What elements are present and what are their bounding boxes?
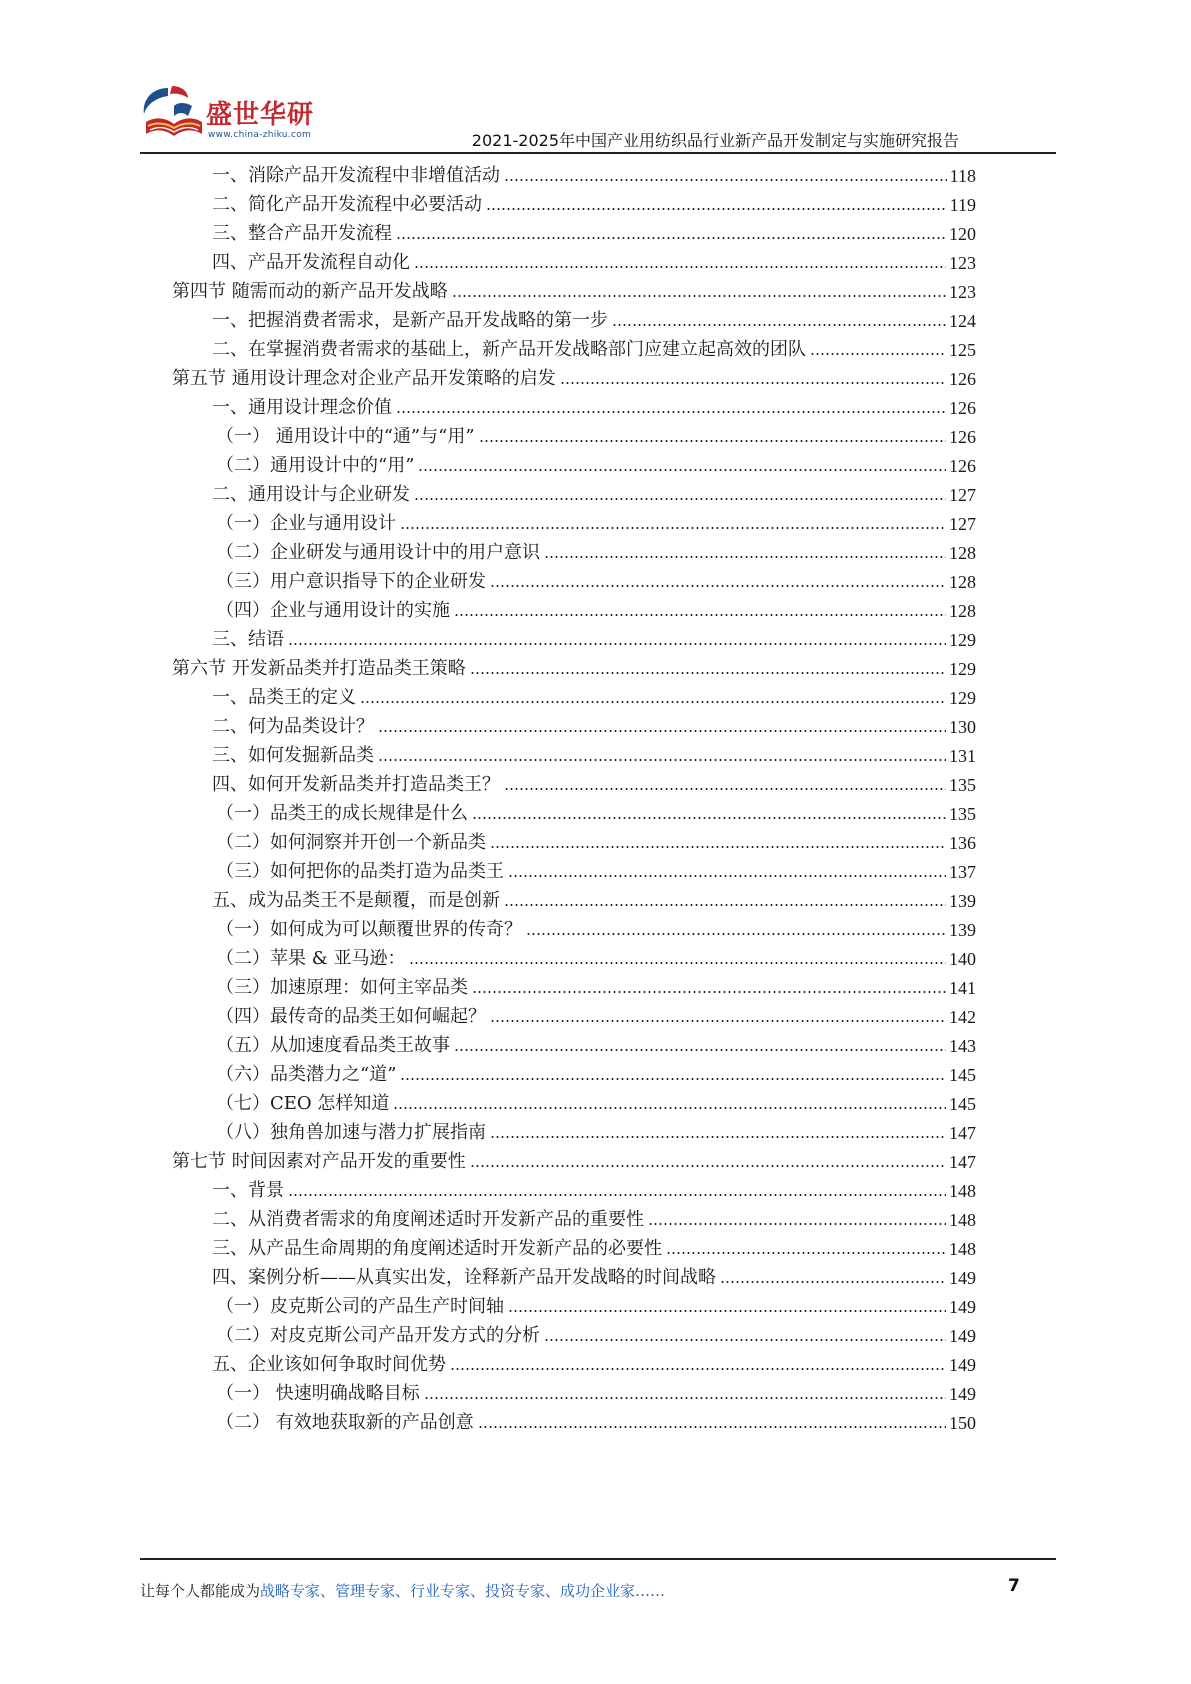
toc-dot-leader [544,555,946,559]
toc-entry[interactable] [172,1142,976,1173]
toc-entry-page: 129 [949,630,976,650]
toc-entry-title: 四、案例分析——从真实出发，诠释新产品开发战略的时间战略 [212,1267,716,1288]
toc-entry-title: 二、通用设计与企业研发 [212,484,410,505]
toc-entry-title: （一）品类王的成长规律是什么 [216,803,468,824]
toc-entry[interactable] [216,446,976,477]
toc-entry-title: （二）对皮克斯公司产品开发方式的分析 [216,1325,540,1346]
toc-dot-leader [472,816,946,820]
toc-entry[interactable] [212,881,976,912]
toc-entry-title: （七）CEO 怎样知道 [216,1093,390,1114]
report-title: 2021-2025年中国产业用纺织品行业新产品开发制定与实施研究报告 [471,131,959,150]
toc-entry-page: 129 [949,688,976,708]
toc-dot-leader [288,1193,946,1197]
toc-entry-page: 142 [949,1007,976,1027]
toc-entry-title: （八）独角兽加速与潜力扩展指南 [216,1122,486,1143]
toc-dot-leader [666,1251,946,1255]
toc-entry-title: 三、如何发掘新品类 [212,745,374,766]
toc-entry-page: 141 [949,978,976,998]
toc-entry-title: 二、在掌握消费者需求的基础上，新产品开发战略部门应建立起高效的团队 [212,339,806,360]
toc-dot-leader [504,903,946,907]
toc-entry[interactable] [216,1316,976,1347]
toc-entry-page: 149 [949,1355,976,1375]
toc-entry-title: 五、企业该如何争取时间优势 [212,1354,446,1375]
toc-entry-title: （三）如何把你的品类打造为品类王 [216,861,504,882]
toc-entry-title: （一）如何成为可以颠覆世界的传奇？ [216,919,522,940]
toc-entry-page: 127 [949,514,976,534]
toc-entry-page: 130 [949,717,976,737]
toc-entry[interactable] [216,939,976,970]
toc-dot-leader [414,265,946,269]
toc-entry-page: 135 [949,775,976,795]
toc-dot-leader [478,1425,946,1429]
toc-entry[interactable] [212,1258,976,1289]
toc-entry-title: （三）用户意识指导下的企业研发 [216,571,486,592]
toc-entry-title: （一） 快速明确战略目标 [216,1383,420,1404]
toc-entry[interactable] [212,388,976,419]
toc-entry-page: 148 [949,1210,976,1230]
toc-entry-page: 119 [949,195,976,215]
toc-dot-leader [490,1135,946,1139]
toc-entry-page: 136 [949,833,976,853]
toc-entry[interactable] [216,417,976,448]
toc-entry-title: 二、从消费者需求的角度阐述适时开发新产品的重要性 [212,1209,644,1230]
toc-dot-leader [454,613,946,617]
toc-dot-leader [378,729,946,733]
toc-dot-leader [409,961,946,965]
toc-entry-title: （二）通用设计中的“用” [216,455,415,476]
toc-entry[interactable] [212,1345,976,1376]
toc-entry-title: （四）企业与通用设计的实施 [216,600,450,621]
toc-entry[interactable] [212,1200,976,1231]
toc-entry-title: 四、如何开发新品类并打造品类王？ [212,774,500,795]
toc-entry-page: 148 [949,1181,976,1201]
toc-entry[interactable] [212,736,976,767]
toc-entry[interactable] [216,1374,976,1405]
toc-entry-title: （三）加速原理：如何主宰品类 [216,977,468,998]
toc-entry-title: 一、把握消费者需求，是新产品开发战略的第一步 [212,310,608,331]
toc-entry[interactable] [172,359,976,390]
toc-entry-title: （二）企业研发与通用设计中的用户意识 [216,542,540,563]
header-divider [140,152,1056,154]
toc-entry[interactable] [212,243,976,274]
toc-entry[interactable] [172,649,976,680]
toc-entry-title: （二）苹果 & 亚马逊： [216,948,406,969]
toc-dot-leader [400,526,946,530]
footer-divider [140,1558,1056,1560]
toc-entry-page: 126 [949,369,976,389]
toc-dot-leader [508,1309,946,1313]
toc-entry-title: 一、品类王的定义 [212,687,356,708]
toc-entry[interactable] [212,1229,976,1260]
toc-dot-leader [648,1222,946,1226]
toc-entry-page: 139 [949,920,976,940]
toc-dot-leader [452,294,946,298]
toc-entry[interactable] [216,1113,976,1144]
toc-entry-title: 三、结语 [212,629,284,650]
toc-dot-leader [544,1338,946,1342]
toc-entry-title: （二） 有效地获取新的产品创意 [216,1412,474,1433]
toc-entry[interactable] [216,1287,976,1318]
toc-entry-title: 二、何为品类设计？ [212,716,374,737]
toc-dot-leader [450,1367,946,1371]
toc-dot-leader [486,207,947,211]
toc-dot-leader [720,1280,946,1284]
page-number: 7 [1008,1576,1020,1596]
toc-dot-leader [396,236,946,240]
toc-entry[interactable] [216,852,976,883]
toc-entry[interactable] [212,156,976,187]
toc-entry-page: 125 [949,340,976,360]
toc-entry[interactable] [216,1055,976,1086]
toc-entry-title: 四、产品开发流程自动化 [212,252,410,273]
toc-entry-page: 150 [949,1413,976,1433]
toc-entry-page: 126 [949,427,976,447]
toc-dot-leader [490,584,946,588]
toc-entry[interactable] [216,968,976,999]
toc-entry[interactable] [216,591,976,622]
toc-dot-leader [360,700,946,704]
toc-entry-title: 第五节 通用设计理念对企业产品开发策略的启发 [172,368,556,389]
toc-dot-leader [810,352,946,356]
toc-entry-page: 124 [949,311,976,331]
toc-entry-title: 一、消除产品开发流程中非增值活动 [212,165,500,186]
toc-entry-page: 137 [949,862,976,882]
toc-entry-page: 123 [949,253,976,273]
toc-entry-title: （一）皮克斯公司的产品生产时间轴 [216,1296,504,1317]
toc-entry[interactable] [212,214,976,245]
toc-entry-title: 一、通用设计理念价值 [212,397,392,418]
toc-entry[interactable] [216,562,976,593]
toc-dot-leader [490,845,946,849]
toc-entry[interactable] [172,272,976,303]
toc-dot-leader [504,178,947,182]
toc-dot-leader [504,787,946,791]
footer-slogan-highlight: 战略专家、管理专家、行业专家、投资专家、成功企业家…… [260,1582,666,1600]
toc-dot-leader [393,1106,946,1110]
toc-dot-leader [418,468,946,472]
toc-dot-leader [424,1396,946,1400]
toc-entry-title: （六）品类潜力之“道” [216,1064,397,1085]
toc-dot-leader [400,1077,946,1081]
toc-entry[interactable] [216,1403,976,1434]
toc-dot-leader [560,381,946,385]
toc-entry[interactable] [216,1026,976,1057]
logo-book-icon [138,82,210,146]
toc-entry-title: 五、成为品类王不是颠覆，而是创新 [212,890,500,911]
toc-dot-leader [612,323,946,327]
toc-entry-title: 二、简化产品开发流程中必要活动 [212,194,482,215]
toc-dot-leader [479,439,946,443]
toc-entry-page: 131 [949,746,976,766]
toc-entry[interactable] [212,620,976,651]
footer-slogan-lead: 让每个人都能成为 [140,1582,261,1600]
toc-entry-page: 126 [949,398,976,418]
toc-dot-leader [472,990,946,994]
toc-entry-title: （一） 通用设计中的“通”与“用” [216,426,475,447]
toc-entry-page: 147 [949,1123,976,1143]
toc-entry-page: 149 [949,1384,976,1404]
toc-entry[interactable] [216,823,976,854]
toc-entry-title: （五）从加速度看品类王故事 [216,1035,450,1056]
toc-entry-title: （一）企业与通用设计 [216,513,396,534]
logo-name: 盛世华研 [206,100,315,130]
toc-entry[interactable] [216,504,976,535]
toc-entry-title: 第四节 随需而动的新产品开发战略 [172,281,448,302]
company-logo [138,82,318,148]
toc-dot-leader [378,758,946,762]
toc-entry[interactable] [216,533,976,564]
toc-entry[interactable] [212,678,976,709]
toc-dot-leader [288,642,946,646]
toc-entry-page: 149 [949,1326,976,1346]
toc-entry-page: 143 [949,1036,976,1056]
toc-entry-page: 147 [949,1152,976,1172]
toc-dot-leader [470,1164,946,1168]
toc-dot-leader [454,1048,946,1052]
toc-dot-leader [490,1019,946,1023]
toc-entry[interactable] [212,1171,976,1202]
toc-entry[interactable] [212,185,976,216]
toc-dot-leader [470,671,946,675]
toc-entry-page: 145 [949,1065,976,1085]
page-header [0,0,1191,150]
toc-entry-page: 128 [949,543,976,563]
toc-entry[interactable] [216,910,976,941]
toc-entry-page: 126 [949,456,976,476]
toc-entry-page: 120 [949,224,976,244]
footer-slogan [140,1580,665,1601]
toc-entry-title: （二）如何洞察并开创一个新品类 [216,832,486,853]
toc-entry-page: 145 [949,1094,976,1114]
toc-entry-page: 148 [949,1239,976,1259]
toc-dot-leader [508,874,946,878]
toc-entry-page: 118 [949,166,976,186]
toc-entry-title: 第七节 时间因素对产品开发的重要性 [172,1151,466,1172]
toc-entry-page: 139 [949,891,976,911]
toc-entry-page: 149 [949,1268,976,1288]
toc-entry[interactable] [212,765,976,796]
toc-entry-page: 128 [949,572,976,592]
toc-entry[interactable] [216,794,976,825]
toc-entry-title: 第六节 开发新品类并打造品类王策略 [172,658,466,679]
toc-entry-page: 123 [949,282,976,302]
toc-dot-leader [526,932,946,936]
toc-entry-page: 129 [949,659,976,679]
toc-entry-page: 128 [949,601,976,621]
toc-dot-leader [396,410,946,414]
toc-entry[interactable] [216,997,976,1028]
logo-url: www.china-zhiku.com [208,130,312,140]
toc-dot-leader [414,497,946,501]
toc-entry[interactable] [212,330,976,361]
toc-entry-page: 135 [949,804,976,824]
toc-entry-title: 一、背景 [212,1180,284,1201]
toc-entry[interactable] [216,1084,976,1115]
toc-entry-page: 149 [949,1297,976,1317]
toc-entry[interactable] [212,301,976,332]
toc-entry-title: （四）最传奇的品类王如何崛起？ [216,1006,486,1027]
toc-entry-title: 三、整合产品开发流程 [212,223,392,244]
toc-entry-title: 三、从产品生命周期的角度阐述适时开发新产品的必要性 [212,1238,662,1259]
toc-entry-page: 127 [949,485,976,505]
toc-entry[interactable] [212,475,976,506]
toc-entry[interactable] [212,707,976,738]
toc-entry-page: 140 [949,949,976,969]
